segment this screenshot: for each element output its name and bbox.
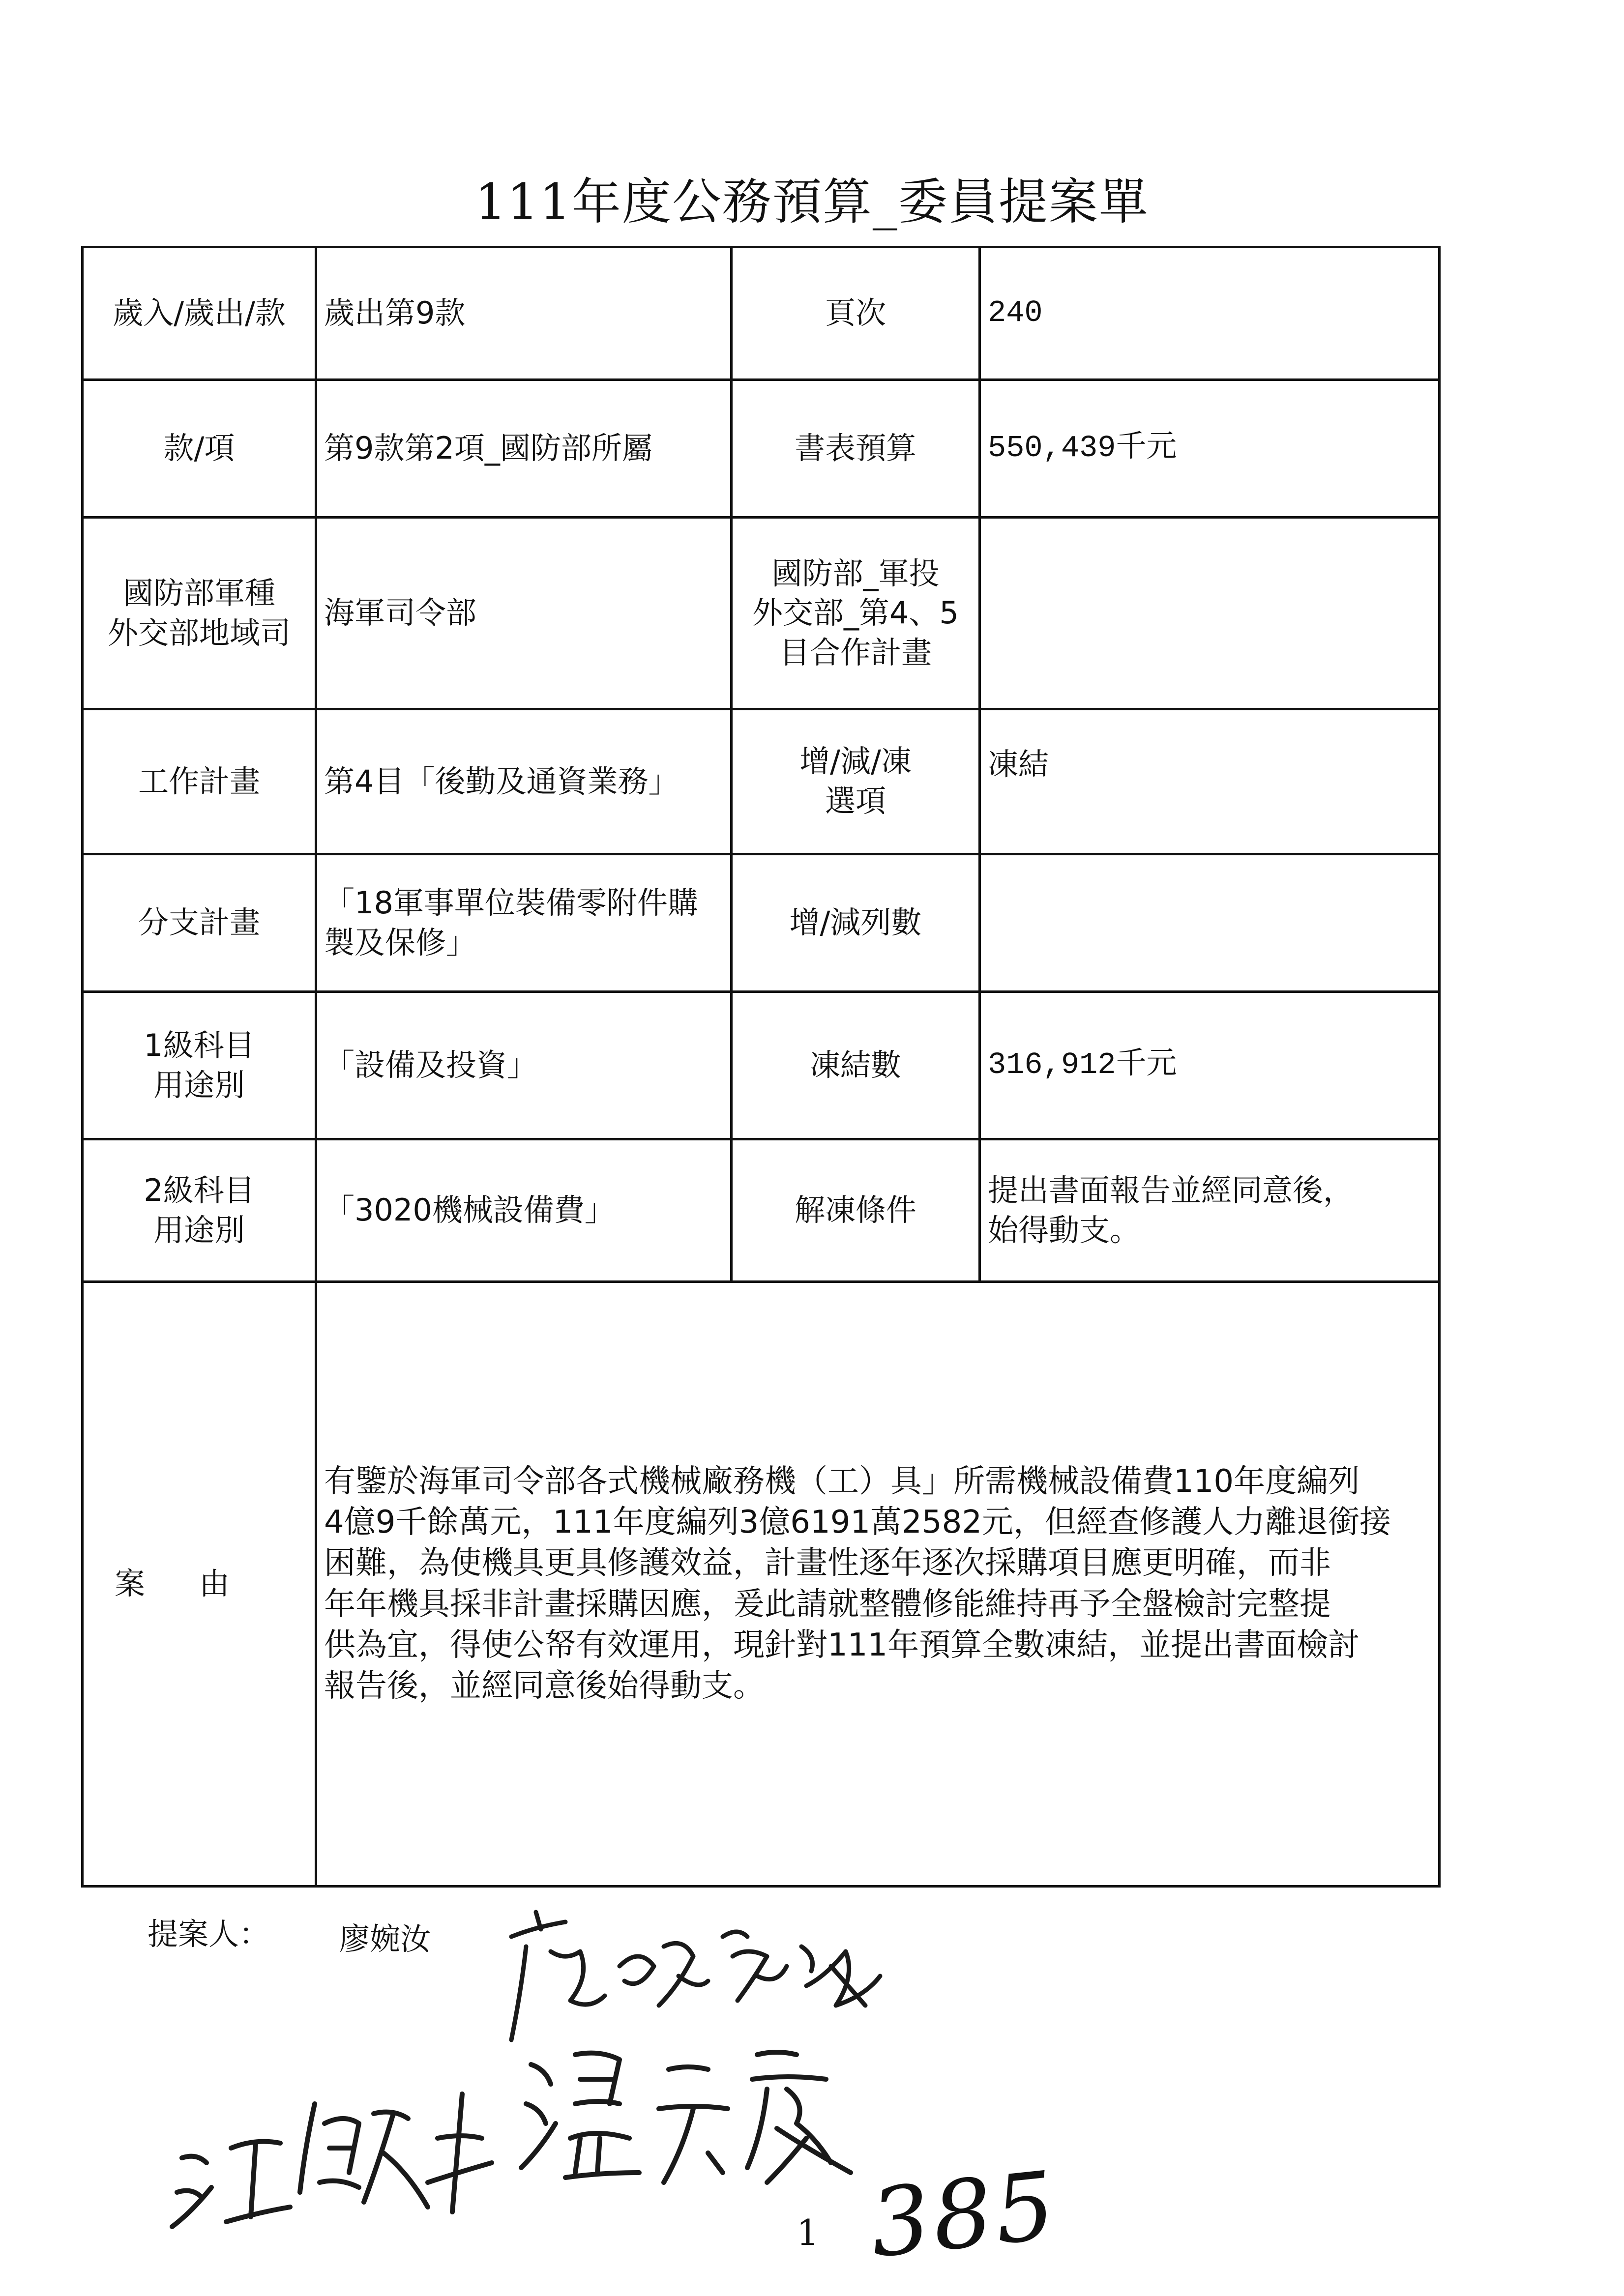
stamp-number: 385 (865, 2151, 1063, 2279)
row-sub-plan (83, 854, 1440, 992)
row-branch (83, 518, 1440, 709)
label-cooperation-line3: 目合作計畫 (779, 634, 932, 670)
document-title: 111年度公務預算_委員提案單 (475, 173, 1149, 231)
row-work-plan (83, 709, 1440, 854)
value-unfreeze-condition-line2: 始得動支。 (988, 1212, 1141, 1248)
label-adjust-option (732, 709, 980, 854)
label-budget: 書表預算 (732, 380, 980, 518)
value-unfreeze-condition (980, 1139, 1440, 1282)
label-work-plan: 工作計畫 (83, 709, 316, 854)
label-adjust-amount: 增/減列數 (732, 854, 980, 992)
label-cooperation (732, 518, 980, 709)
reason-line: 年年機具採非計畫採購因應，爰此請就整體修能維持再予全盤檢討完整提 (324, 1586, 1331, 1623)
value-section: 第9款第2項_國防部所屬 (316, 380, 732, 518)
reason-text (316, 1282, 1440, 1887)
label-level2-subject (83, 1139, 316, 1282)
label-level2-subject-line2: 用途別 (153, 1212, 245, 1248)
value-adjust-amount (980, 854, 1440, 992)
page-number: 1 (797, 2212, 819, 2253)
value-sub-plan-line2: 製及保修」 (324, 924, 477, 960)
value-level1-subject: 「設備及投資」 (316, 992, 732, 1139)
label-page: 頁次 (732, 247, 980, 380)
label-adjust-option-line1: 增/減/凍 (799, 743, 912, 780)
reason-line: 報告後，並經同意後始得動支。 (324, 1667, 765, 1704)
label-level1-subject-line1: 1級科目 (144, 1027, 255, 1063)
label-unfreeze-condition: 解凍條件 (732, 1139, 980, 1282)
label-section: 款/項 (83, 380, 316, 518)
label-branch-line1: 國防部軍種 (122, 575, 275, 611)
label-level2-subject-line1: 2級科目 (144, 1172, 255, 1208)
row-reason (83, 1282, 1440, 1887)
value-budget: 550,439千元 (980, 380, 1440, 518)
value-unfreeze-condition-line1: 提出書面報告並經同意後， (988, 1172, 1354, 1208)
value-work-plan: 第4目「後勤及通資業務」 (316, 709, 732, 854)
label-level1-subject (83, 992, 316, 1139)
value-adjust-option: 凍結 (980, 709, 1440, 854)
proposer-name: 廖婉汝 (339, 1921, 431, 1957)
signature-jiang-qi-chen (162, 2064, 502, 2241)
value-branch: 海軍司令部 (316, 518, 732, 709)
label-cooperation-line1: 國防部_軍投 (771, 555, 940, 591)
reason-line: 有鑒於海軍司令部各式機械廠務機（工）具」所需機械設備費110年度編列 (324, 1463, 1360, 1500)
value-page: 240 (980, 247, 1440, 380)
reason-line: 4億9千餘萬元，111年度編列3億6191萬2582元，但經查修護人力離退銜接 (324, 1504, 1391, 1541)
label-category: 歲入/歲出/款 (83, 247, 316, 380)
row-level2-subject (83, 1139, 1440, 1282)
row-section (83, 380, 1440, 518)
value-sub-plan-line1: 「18軍事單位裝備零附件購 (324, 884, 698, 921)
label-level1-subject-line2: 用途別 (153, 1067, 245, 1103)
value-freeze-amount: 316,912千元 (980, 992, 1440, 1139)
proposal-form-table (81, 246, 1441, 1888)
value-level2-subject: 「3020機械設備費」 (316, 1139, 732, 1282)
value-sub-plan (316, 854, 732, 992)
label-cooperation-line2: 外交部_第4、5 (752, 595, 959, 631)
proposer-label: 提案人： (148, 1916, 270, 1952)
reason-line: 供為宜，得使公帑有效運用，現針對111年預算全數凍結，並提出書面檢討 (324, 1627, 1360, 1663)
value-category: 歲出第9款 (316, 247, 732, 380)
label-branch (83, 518, 316, 709)
row-category (83, 247, 1440, 380)
label-reason: 案由 (83, 1282, 316, 1887)
signature-wen-yu-xia (511, 2025, 870, 2202)
label-sub-plan: 分支計畫 (83, 854, 316, 992)
reason-line: 困難，為使機具更具修護效益，計畫性逐年逐次採購項目應更明確，而非 (324, 1545, 1331, 1582)
label-adjust-option-line2: 選項 (825, 783, 886, 819)
label-branch-line2: 外交部地域司 (107, 614, 291, 651)
value-cooperation (980, 518, 1440, 709)
row-level1-subject (83, 992, 1440, 1139)
label-freeze-amount: 凍結數 (732, 992, 980, 1139)
